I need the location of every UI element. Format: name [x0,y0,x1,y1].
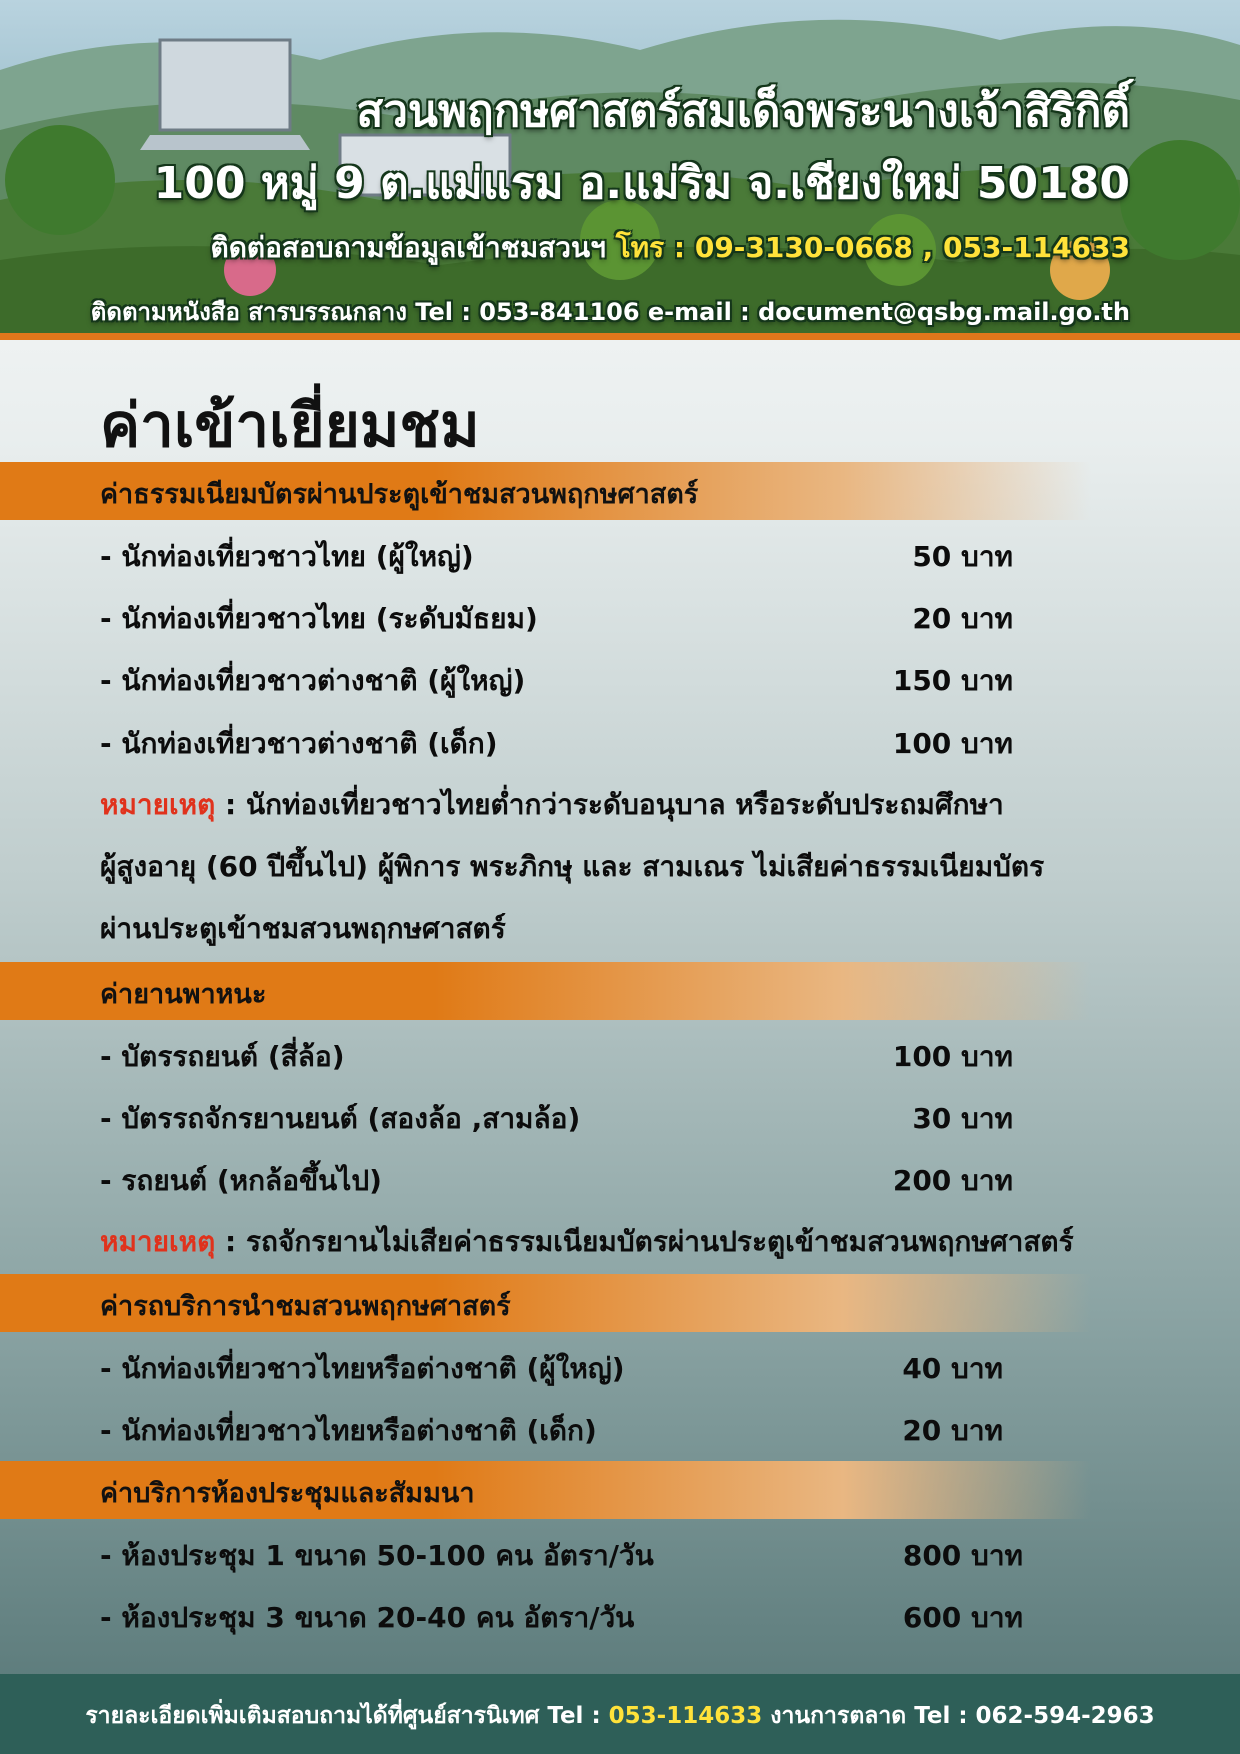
visit-contact-phone: โทร : 09-3130-0668 , 053-114633 [615,231,1130,264]
fee-label: - ห้องประชุม 1 ขนาด 50-100 คน อัตรา/วัน [100,1539,654,1572]
footer-info-label: รายละเอียดเพิ่มเติมสอบถามได้ที่ศูนย์สารนิเทศ Tel : [85,1703,609,1729]
fee-label: - นักท่องเที่ยวชาวไทย (ผู้ใหญ่) [100,540,474,573]
page-title: ค่าเข้าเยี่ยมชม [100,391,480,461]
fee-label: - นักท่องเที่ยวชาวไทยหรือต่างชาติ (เด็ก) [100,1414,597,1447]
garden-name: สวนพฤกษศาสตร์สมเด็จพระนางเจ้าสิริกิติ์ [356,86,1130,137]
document-contact: ติดตามหนังสือ สารบรรณกลาง Tel : 053-841106 e-mail : document@qsbg.mail.go.th [90,298,1130,326]
fee-label: - นักท่องเที่ยวชาวต่างชาติ (เด็ก) [100,727,498,760]
visit-contact-label: ติดต่อสอบถามข้อมูลเข้าชมสวนฯ [210,231,606,264]
footer-info-phone: 053-114633 [608,1703,763,1729]
fee-label: - ห้องประชุม 3 ขนาด 20-40 คน อัตรา/วัน [100,1601,635,1634]
section-heading-entrance [0,462,1240,520]
note-line: ผู้สูงอายุ (60 ปีขึ้นไป) ผู้พิการ พระภิกษุ และ สามเณร ไม่เสียค่าธรรมเนียมบัตร [100,850,1045,883]
vehicle-note [100,1211,1074,1273]
garden-address: 100 หมู่ 9 ต.แม่แรม อ.แม่ริม จ.เชียงใหม่ 50180 [153,158,1130,209]
footer-contact [0,1698,1240,1734]
fee-price: 800 บาท [902,1539,1023,1572]
note-line: หมายเหตุ : นักท่องเที่ยวชาวไทยต่ำกว่าระดับอนุบาล หรือระดับประถมศึกษา [100,788,1004,821]
fee-label: - รถยนต์ (หกล้อขึ้นไป) [100,1164,382,1197]
note-line: หมายเหตุ : รถจักรยานไม่เสียค่าธรรมเนียมบัตรผ่านประตูเข้าชมสวนพฤกษศาสตร์ [100,1225,1074,1258]
fee-price: 100 บาท [892,1040,1013,1073]
section-heading-label: ค่ารถบริการนำชมสวนพฤกษศาสตร์ [100,1291,511,1322]
fee-label: - นักท่องเที่ยวชาวไทยหรือต่างชาติ (ผู้ใหญ่) [100,1352,625,1385]
fee-price: 30 บาท [912,1102,1013,1135]
fee-label: - นักท่องเที่ยวชาวไทย (ระดับมัธยม) [100,602,538,635]
fee-price: 150 บาท [892,664,1013,697]
fee-label: - นักท่องเที่ยวชาวต่างชาติ (ผู้ใหญ่) [100,664,526,697]
fee-price: 20 บาท [902,1414,1003,1447]
section-heading-label: ค่าธรรมเนียมบัตรผ่านประตูเข้าชมสวนพฤกษศาสตร์ [100,479,699,510]
fee-price: 600 บาท [902,1601,1023,1634]
fee-price: 100 บาท [892,727,1013,760]
header-banner [0,0,1240,333]
fee-price: 50 บาท [912,540,1013,573]
note-label: หมายเหตุ [100,788,216,821]
section-heading-vehicles [0,962,1240,1020]
footer-marketing: งานการตลาด Tel : 062-594-2963 [762,1703,1155,1729]
fee-label: - บัตรรถยนต์ (สี่ล้อ) [100,1040,345,1073]
footer [0,1674,1240,1754]
section-heading-meeting [0,1461,1240,1519]
fee-label: - บัตรรถจักรยานยนต์ (สองล้อ ,สามล้อ) [100,1102,581,1135]
note-label: หมายเหตุ [100,1225,216,1258]
header-divider [0,333,1240,340]
fee-price: 200 บาท [892,1164,1013,1197]
section-heading-label: ค่าบริการห้องประชุมและสัมมนา [100,1478,475,1509]
visit-contact [211,226,1130,270]
section-heading-tram [0,1274,1240,1332]
fee-price: 40 บาท [902,1352,1003,1385]
fee-price: 20 บาท [912,602,1013,635]
entrance-note [100,774,1044,960]
section-heading-label: ค่ายานพาหนะ [100,979,267,1010]
note-line: ผ่านประตูเข้าชมสวนพฤกษศาสตร์ [100,912,506,945]
